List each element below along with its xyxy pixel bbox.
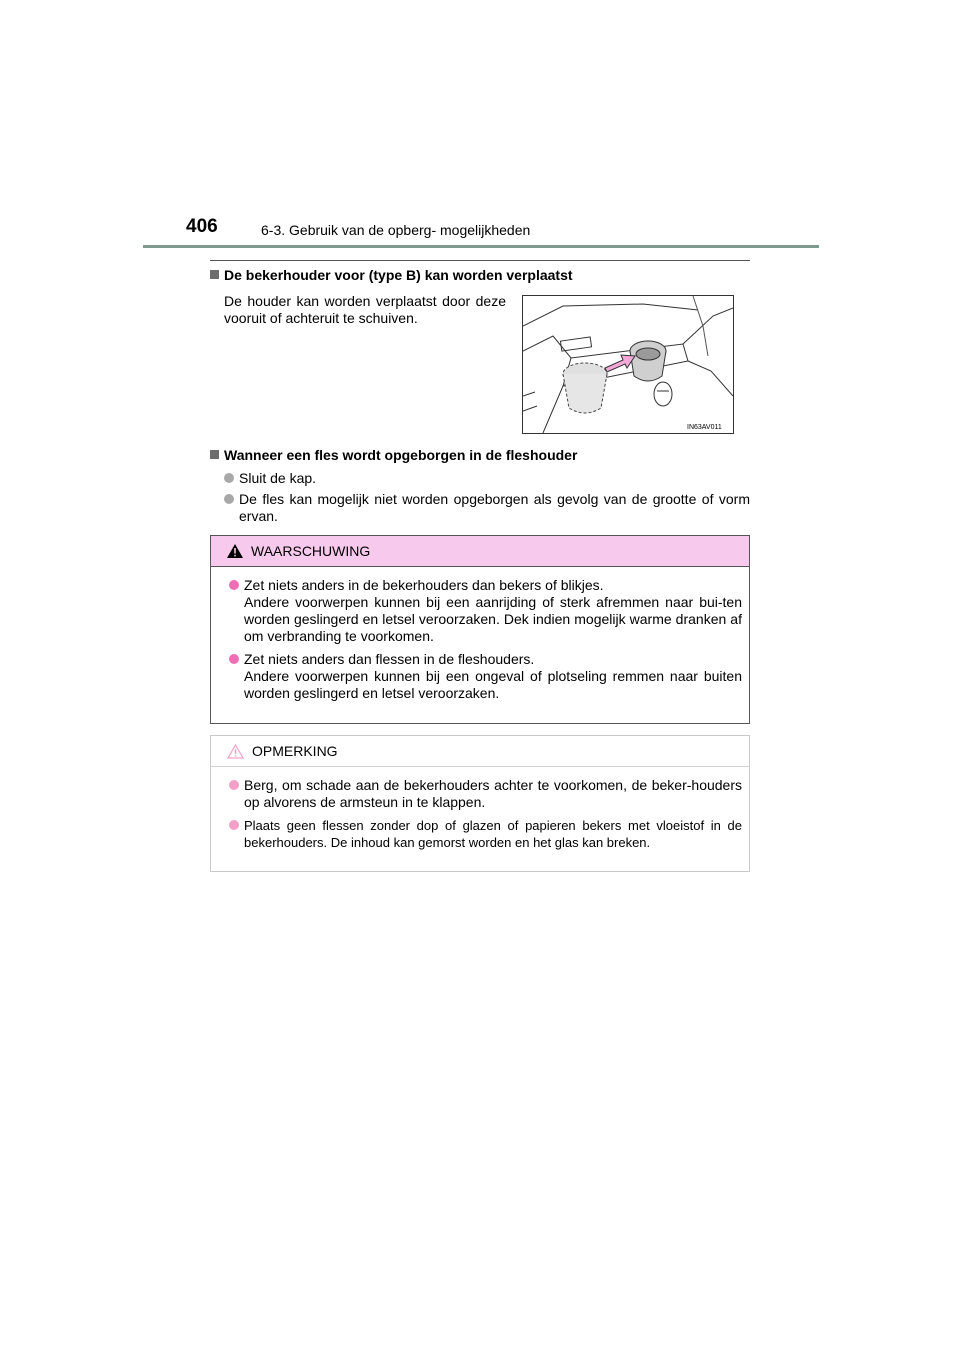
list-item: Plaats geen flessen zonder dop of glazen of papieren bekers met vloeistof in de bekerhouders. De inhoud kan gemorst worden en het glas kan breken. (229, 817, 742, 851)
bullet-icon (224, 473, 234, 483)
caution-triangle-icon (227, 744, 244, 759)
bullet-icon (229, 820, 239, 830)
notice-header (211, 736, 749, 767)
section-rule (210, 260, 750, 261)
bullet-icon (229, 780, 239, 790)
chapter-title: 6-3. Gebruik van de opberg- mogelijkheden (261, 222, 531, 238)
illustration-code: IN63AV011 (687, 424, 722, 431)
notice-body (211, 767, 749, 851)
cupholder-description: De houder kan worden verplaatst door deze vooruit of achteruit te schuiven. (224, 293, 506, 326)
heading-square-icon (210, 270, 219, 279)
slide-arrow-icon (605, 355, 635, 372)
bullet-icon (229, 654, 239, 664)
warning-item-text: Andere voorwerpen kunnen bij een ongeval of plotseling remmen naar buiten worden geslingerd en letsel veroorzaken. (244, 668, 742, 701)
cupholder-drawing (523, 296, 733, 433)
list-item: Berg, om schade aan de bekerhouders achter te voorkomen, de beker-houders op alvorens de armsteun in te klappen. (229, 777, 742, 811)
list-item (229, 651, 742, 702)
warning-title: WAARSCHUWING (251, 543, 371, 559)
list-item (229, 577, 742, 645)
warning-item-text: Andere voorwerpen kunnen bij een aanrijding of sterk afremmen naar bui-ten worden geslingerd en letsel veroorzaken. Dek indien mogelijk warme dranken af om verbranding te voorkomen. (244, 594, 742, 644)
header-rule (143, 245, 819, 248)
cupholder-illustration (522, 295, 734, 434)
section-heading-cupholder (210, 267, 573, 283)
warning-triangle-icon (227, 544, 243, 558)
notice-box (210, 735, 750, 872)
warning-body (211, 567, 749, 702)
bullet-icon (229, 580, 239, 590)
heading-square-icon (210, 450, 219, 459)
list-item: De fles kan mogelijk niet worden opgeborgen als gevolg van de grootte of vorm ervan. (224, 491, 750, 525)
warning-item-title: Zet niets anders dan flessen in de fleshouders. (244, 651, 535, 667)
warning-header (211, 536, 749, 567)
list-item: Sluit de kap. (224, 470, 750, 487)
section-heading-bottle (210, 447, 577, 463)
warning-item-title: Zet niets anders in de bekerhouders dan bekers of blikjes. (244, 577, 604, 593)
section-heading-text: Wanneer een fles wordt opgeborgen in de fleshouder (224, 447, 578, 463)
warning-box (210, 535, 750, 724)
notice-title: OPMERKING (252, 743, 338, 759)
section-heading-text: De bekerhouder voor (type B) kan worden verplaatst (224, 267, 573, 283)
bullet-icon (224, 494, 234, 504)
page-number: 406 (186, 216, 218, 237)
